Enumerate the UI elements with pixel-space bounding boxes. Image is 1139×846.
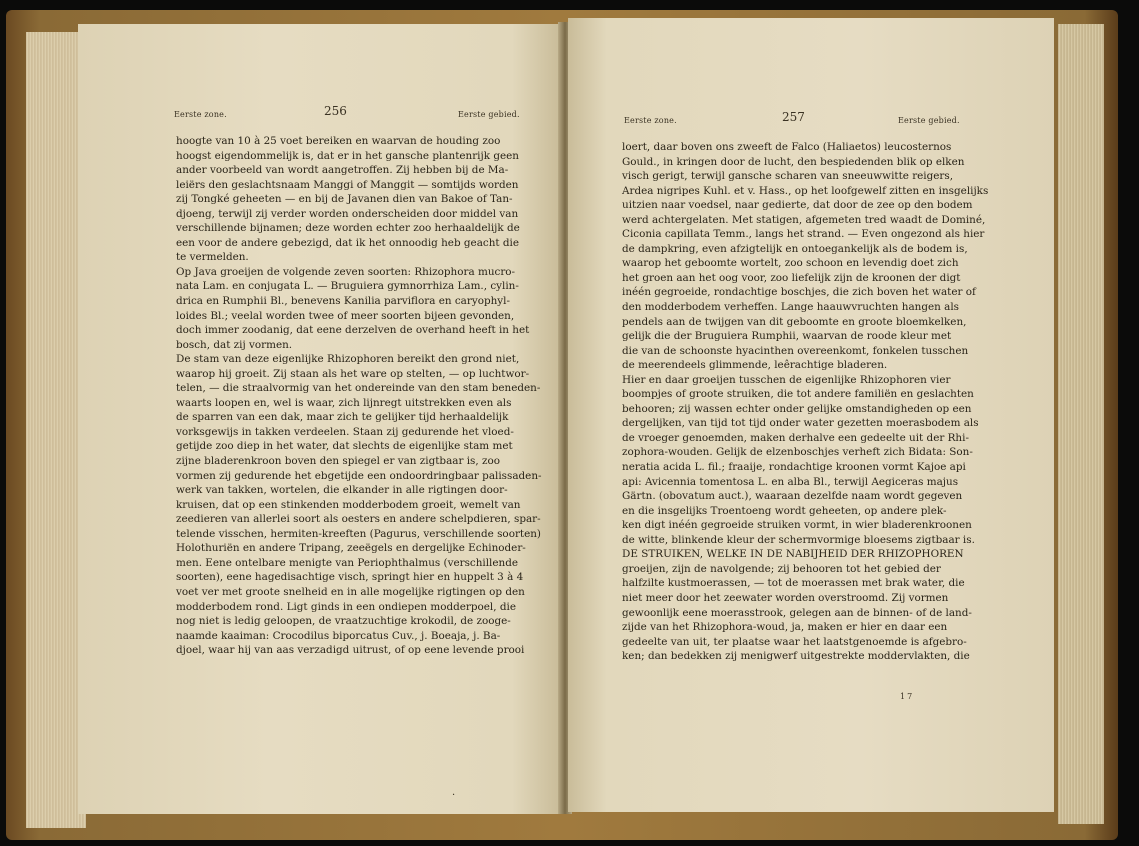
text-line: Hier en daar groeijen tusschen de eigenlijke Rhizophoren vier bbox=[622, 373, 951, 386]
text-line: visch gerigt, terwijl gansche scharen van sneeuwwitte reigers, bbox=[622, 170, 954, 183]
text-line: drica en Rumphii Bl., benevens Kanilia parviflora en caryophyl- bbox=[176, 295, 510, 308]
text-line: modderbodem rond. Ligt ginds in een ondiepen modderpoel, die bbox=[176, 600, 516, 613]
text-line: loides Bl.; veelal worden twee of meer soorten bijeen gevonden, bbox=[176, 309, 515, 322]
text-line: De stam van deze eigenlijke Rhizophoren bereikt den grond niet, bbox=[176, 353, 520, 366]
text-line: neratia acida L. fil.; fraaije, rondachtige kroonen vormt Kajoe api bbox=[622, 461, 966, 474]
text-line: zij Tongké geheeten — en bij de Javanen dien van Bakoe of Tan- bbox=[176, 193, 513, 206]
text-line: Ciconia capillata Temm., langs het strand. — Even ongezond als hier bbox=[622, 228, 985, 241]
text-line: de vroeger genoemden, maken derhalve een gedeelte uit der Rhi- bbox=[622, 431, 969, 444]
text-line: zeedieren van allerlei soort als oesters en andere schelpdieren, spar- bbox=[176, 513, 541, 526]
text-line: naamde kaaiman: Crocodilus biporcatus Cuv., j. Boeaja, j. Ba- bbox=[176, 629, 501, 642]
text-line: loert, daar boven ons zweeft de Falco (Haliaetos) leucosternos bbox=[622, 141, 952, 153]
text-line: behooren; zij wassen echter onder gelijke omstandigheden op een bbox=[622, 402, 972, 415]
text-line: djoel, waar hij van aas verzadigd uitrust, of op eene levende prooi bbox=[176, 644, 525, 657]
text-line: djoeng, terwijl zij verder worden onderscheiden door middel van bbox=[176, 207, 519, 220]
text-line: gewoonlijk eene moerasstrook, gelegen aan de binnen- of de land- bbox=[622, 606, 972, 619]
running-head-right: Eerste gebied. bbox=[458, 110, 520, 119]
text-line: groeijen, zijn de navolgende; zij behooren tot het gebied der bbox=[622, 562, 941, 575]
text-line: ander voorbeeld van wordt aangetroffen. Zij hebben bij de Ma- bbox=[176, 164, 509, 177]
text-line: inéén gegroeide, rondachtige boschjes, die zich boven het water of bbox=[622, 286, 976, 299]
text-line: ken digt inéén gegroeide struiken vormt, in wier bladerenkroonen bbox=[622, 519, 972, 532]
text-line: zijne bladerenkroon boven den spiegel er van zigtbaar is, zoo bbox=[176, 455, 500, 468]
text-line: Gärtn. (obovatum auct.), waaraan dezelfde naam wordt gegeven bbox=[622, 490, 963, 503]
text-line: vorksgewijs in takken verdeelen. Staan zij gedurende het vloed- bbox=[176, 425, 514, 438]
text-line: zophora-wouden. Gelijk de elzenboschjes verheft zich Bidata: Son- bbox=[622, 446, 973, 459]
text-line: gelijk die der Bruguiera Rumphii, waarvan de roode kleur met bbox=[622, 330, 952, 343]
text-line: pendels aan de twijgen van dit geboomte en groote bloemkelken, bbox=[622, 315, 967, 328]
text-line: soorten), eene hagedisachtige visch, springt hier en huppelt 3 à 4 bbox=[176, 571, 524, 584]
text-line: bosch, dat zij vormen. bbox=[176, 338, 293, 351]
text-line: getijde zoo diep in het water, dat slechts de eigenlijke stam met bbox=[176, 440, 513, 453]
text-line: nog niet is ledig geloopen, de vraatzuchtige krokodil, de zooge- bbox=[176, 615, 511, 628]
text-line: halfzilte kustmoerassen, — tot de moerassen met brak water, die bbox=[622, 577, 965, 590]
text-line: vormen zij gedurende het ebgetijde een ondoordringbaar palissaden- bbox=[176, 469, 542, 482]
page-edges-right bbox=[1058, 24, 1104, 824]
text-line: Ardea nigripes Kuhl. et v. Hass., op het loofgewelf zitten en insgelijks bbox=[622, 184, 989, 197]
text-line: hoogte van 10 à 25 voet bereiken en waarvan de houding zoo bbox=[176, 135, 501, 147]
text-line: werd achtergelaten. Met statigen, afgemeten tred waadt de Dominé, bbox=[622, 213, 986, 226]
text-line: telende visschen, hermiten-kreeften (Pagurus, verschillende soorten) bbox=[176, 527, 541, 540]
body-text bbox=[622, 140, 989, 664]
running-head-right: Eerste gebied. bbox=[898, 116, 960, 125]
text-line: de sparren van een dak, maar zich te gelijker tijd herhaaldelijk bbox=[176, 411, 509, 424]
text-line: een voor de andere gebezigd, dat ik het onnoodig heb geacht die bbox=[176, 236, 520, 249]
text-line: en die insgelijks Troentoeng wordt geheeten, op andere plek- bbox=[622, 504, 947, 517]
text-line: gedeelte van uit, ter plaatse waar het laatstgenoemde is afgebro- bbox=[622, 635, 967, 648]
text-line: werk van takken, wortelen, die elkander in alle rigtingen door- bbox=[176, 484, 508, 497]
text-line: niet meer door het zeewater worden overstroomd. Zij vormen bbox=[622, 591, 949, 604]
text-line: verschillende bijnamen; deze worden echter zoo herhaaldelijk de bbox=[176, 222, 520, 235]
text-line: waarop hij groeit. Zij staan als het ware op stelten, — op luchtwor- bbox=[176, 367, 530, 380]
running-head-left: Eerste zone. bbox=[174, 110, 227, 119]
text-line: kruisen, dat op een stinkenden modderbodem groeit, wemelt van bbox=[176, 498, 521, 511]
text-line: doch immer zoodanig, dat eene derzelven de overhand heeft in het bbox=[176, 324, 530, 337]
text-line: de witte, blinkende kleur der schermvormige bloesems zigtbaar is. bbox=[622, 533, 975, 546]
page-number: 257 bbox=[782, 110, 805, 124]
text-line: DE STRUIKEN, WELKE IN DE NABIJHEID DER RHIZOPHOREN bbox=[622, 548, 964, 561]
page-edges-left bbox=[26, 32, 86, 828]
text-line: dergelijken, van tijd tot tijd onder water gezetten moerasbodem als bbox=[622, 417, 979, 430]
text-line: den modderbodem verheffen. Lange haauwvruchten hangen als bbox=[622, 301, 959, 314]
right-page bbox=[568, 18, 1054, 812]
text-line: zijde van het Rhizophora-woud, ja, maken er hier en daar een bbox=[622, 621, 948, 634]
text-line: die van de schoonste hyacinthen overeenkomt, fonkelen tusschen bbox=[622, 344, 969, 357]
text-line: de meerendeels glimmende, leêrachtige bladeren. bbox=[622, 359, 888, 372]
text-line: nata Lam. en conjugata L. — Bruguiera gymnorrhiza Lam., cylin- bbox=[176, 280, 519, 293]
page-number: 256 bbox=[324, 104, 347, 118]
text-line: hoogst eigendommelijk is, dat er in het gansche plantenrijk geen bbox=[176, 149, 519, 162]
text-line: het groen aan het oog voor, zoo liefelijk zijn de kroonen der digt bbox=[622, 271, 961, 284]
ink-dot: · bbox=[452, 790, 456, 801]
text-line: waarop het geboomte wortelt, zoo schoon en levendig doet zich bbox=[622, 257, 959, 270]
text-line: Gould., in kringen door de lucht, den bespiedenden blik op elken bbox=[622, 155, 965, 168]
text-line: de dampkring, even afzigtelijk en ontoegankelijk als de bodem is, bbox=[622, 242, 968, 255]
signature-mark: 17 bbox=[900, 692, 915, 701]
text-line: leiërs den geslachtsnaam Manggi of Manggit — somtijds worden bbox=[176, 178, 519, 191]
text-line: boompjes of groote struiken, die tot andere familiën en geslachten bbox=[622, 388, 974, 401]
text-line: men. Eene ontelbare menigte van Periophthalmus (verschillende bbox=[176, 556, 519, 569]
text-line: waarts loopen en, wel is waar, zich lijnregt uitstrekken even als bbox=[176, 396, 512, 409]
text-line: Holothuriën en andere Tripang, zeeëgels en dergelijke Echinoder- bbox=[176, 542, 526, 555]
text-line: voet ver met groote snelheid en in alle mogelijke rigtingen op den bbox=[176, 585, 525, 598]
text-line: uitzien naar voedsel, naar gedierte, dat door de zee op den bodem bbox=[622, 199, 973, 212]
left-page bbox=[78, 24, 560, 814]
text-line: te vermelden. bbox=[176, 251, 249, 264]
running-head-left: Eerste zone. bbox=[624, 116, 677, 125]
text-line: Op Java groeijen de volgende zeven soorten: Rhizophora mucro- bbox=[176, 265, 516, 278]
text-line: api: Avicennia tomentosa L. en alba Bl., terwijl Aegiceras majus bbox=[622, 475, 959, 488]
text-line: ken; dan bedekken zij menigwerf uitgestrekte moddervlakten, die bbox=[622, 650, 970, 663]
text-line: telen, — die straalvormig van het ondereinde van den stam beneden- bbox=[176, 382, 541, 395]
body-text bbox=[176, 134, 542, 658]
